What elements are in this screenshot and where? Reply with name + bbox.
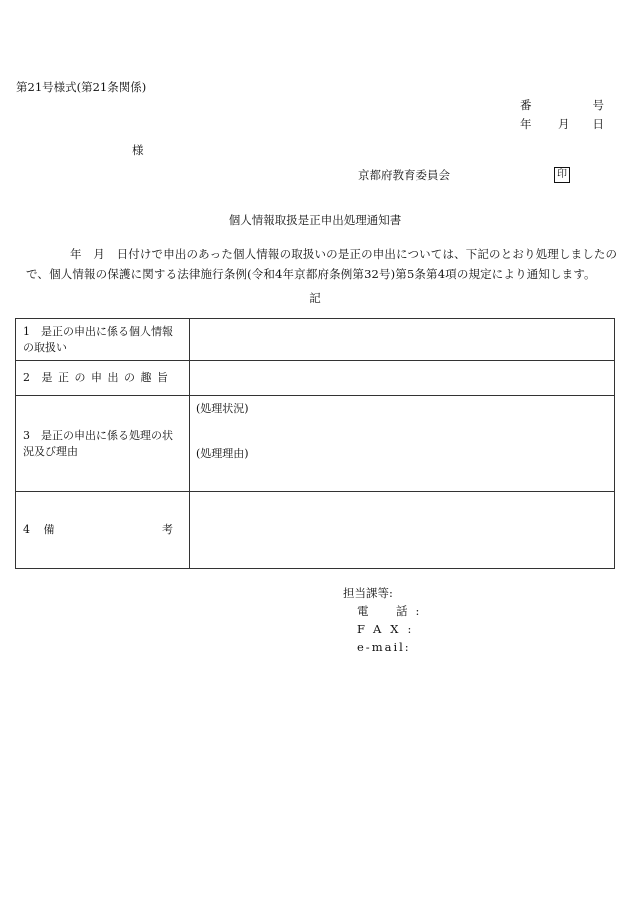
table-row — [16, 396, 615, 492]
row4-label-a: 備 — [43, 523, 55, 536]
department-label: 担当課等: — [343, 586, 393, 600]
row2-number: 2 — [23, 371, 30, 384]
contact-block — [343, 584, 428, 656]
ki-heading: 記 — [309, 291, 321, 305]
number-suffix: 号 — [592, 98, 604, 112]
row2-label: 是正の申出の趣旨 — [41, 371, 174, 384]
row2-label-cell — [16, 361, 190, 396]
table-row — [16, 319, 615, 361]
row1-value[interactable] — [190, 319, 615, 361]
row2-value[interactable] — [190, 361, 615, 396]
fax-label: FAX: — [357, 622, 421, 636]
email-label: e-mail: — [357, 640, 411, 654]
body-paragraph: 年 月 日付けで申出のあった個人情報の取扱いの是正の申出については、下記のとおり処理しましたので、個人情報の保護に関する法律施行条例(令和4年京都府条例第32号)第5条第4項の規定により通知します。 — [26, 247, 618, 281]
table-row — [16, 492, 615, 569]
row1-label: 1 是正の申出に係る個人情報の取扱い — [16, 319, 190, 361]
document-title: 個人情報取扱是正申出処理通知書 — [228, 213, 402, 227]
row4-value[interactable] — [190, 492, 615, 569]
row4-label-cell — [16, 492, 190, 569]
day-label: 日 — [592, 117, 604, 131]
issuer-name: 京都府教育委員会 — [358, 168, 450, 182]
record-table — [15, 318, 615, 569]
form-number: 第21号様式(第21条関係) — [16, 80, 147, 94]
reason-label: (処理理由) — [196, 447, 249, 460]
status-label: (処理状況) — [196, 402, 249, 415]
seal-mark: 印 — [554, 167, 570, 183]
row4-label-b: 考 — [162, 523, 173, 536]
addressee-suffix: 様 — [132, 143, 144, 157]
row3-label: 3 是正の申出に係る処理の状況及び理由 — [16, 396, 190, 492]
year-label: 年 — [520, 117, 532, 131]
phone-label: 電 話: — [357, 604, 428, 618]
row3-value-cell[interactable] — [190, 396, 615, 492]
number-label: 番 — [520, 98, 532, 112]
table-row — [16, 361, 615, 396]
row4-number: 4 — [23, 523, 30, 536]
month-label: 月 — [558, 117, 570, 131]
